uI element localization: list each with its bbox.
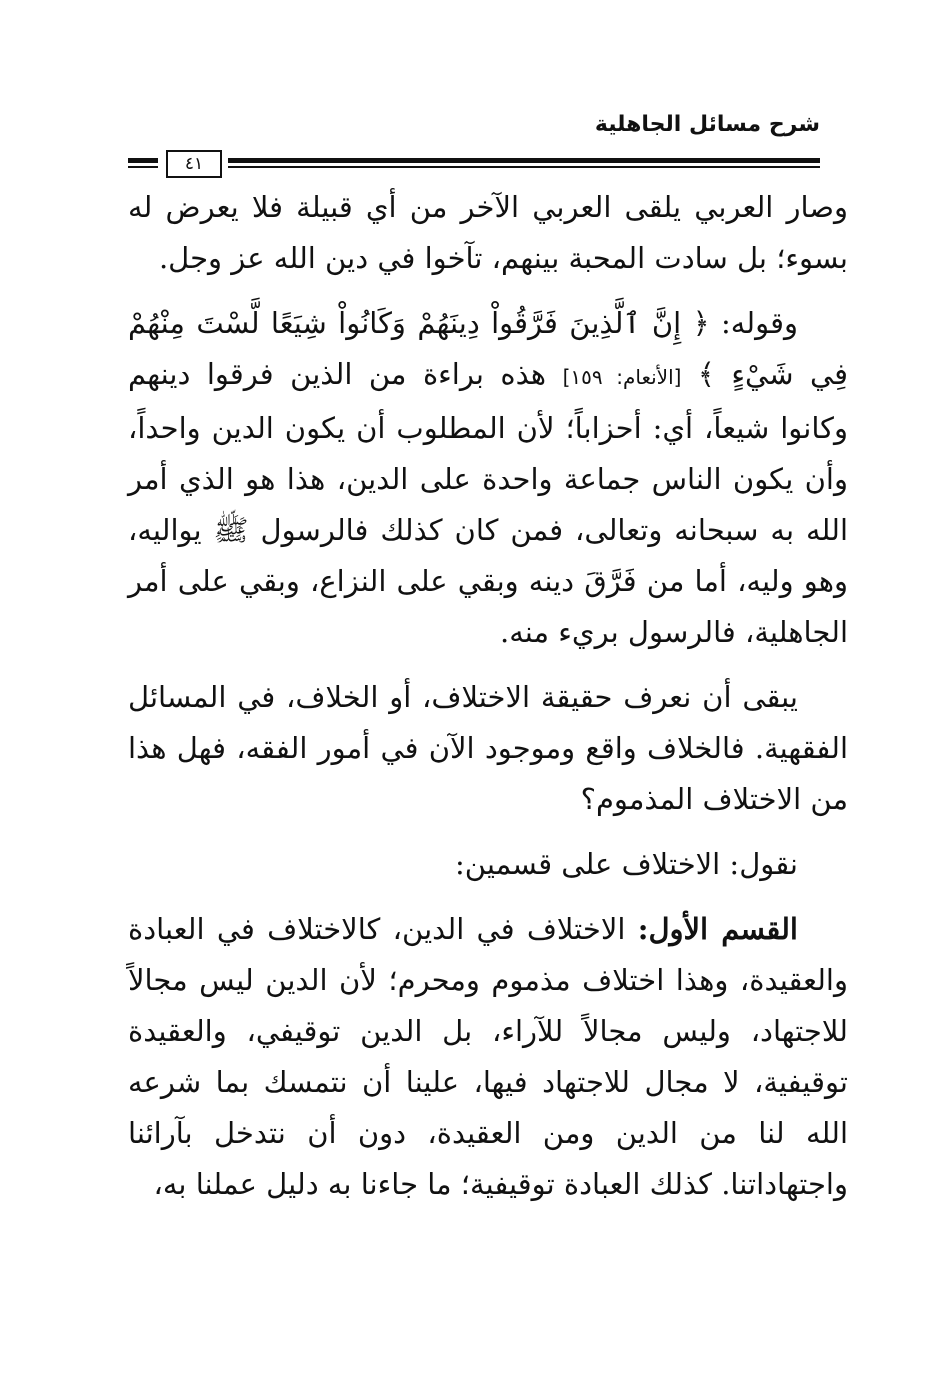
header-rule-left-thick	[128, 158, 158, 163]
section-heading: القسم الأول:	[637, 912, 798, 946]
paragraph-2	[128, 298, 848, 658]
paragraph-text: يبقى أن نعرف حقيقة الاختلاف، أو الخلاف، في المسائل الفقهية. فالخلاف واقع وموجود الآن في أمور الفقه، فهل هذا من الاختلاف المذموم؟	[128, 680, 848, 816]
quran-verse: وقوله: ﴿ إِنَّ ٱلَّذِينَ فَرَّقُواْ دِينَهُمْ وَكَانُواْ شِيَعًا لَّسْتَ مِنْهُمْ فِي شَيْءٍ ﴾	[128, 306, 849, 391]
paragraph-1	[128, 182, 848, 284]
paragraph-text: هذه براءة من الذين فرقوا دينهم وكانوا شيعاً، أي: أحزاباً؛ لأن المطلوب أن يكون الدين واحداً، وأن يكون الناس جماعة واحدة على الدين، هذا هو الذي أمر الله به سبحانه وتعالى، فمن كان كذلك فالرسول ﷺ يواليه، وهو وليه، أما من فَرَّقَ دينه وبقي على النزاع، وبقي على أمر الجاهلية، فالرسول بريء منه.	[128, 357, 848, 649]
paragraph-5	[128, 904, 848, 1210]
page-number: ٤١	[166, 150, 222, 178]
paragraph-text: الاختلاف في الدين، كالاختلاف في العبادة والعقيدة، وهذا اختلاف مذموم ومحرم؛ لأن الدين ليس مجالاً للاجتهاد، وليس مجالاً للآراء، بل الدين توقيفي، والعقيدة توقيفية، لا مجال للاجتهاد فيها، علينا أن نتمسك بما شرعه الله لنا من الدين ومن العقيدة، دون أن نتدخل بآرائنا واجتهاداتنا. كذلك العبادة توقيفية؛ ما جاءنا به دليل عملنا به،	[128, 912, 848, 1201]
paragraph-text: وصار العربي يلقى العربي الآخر من أي قبيلة فلا يعرض له بسوء؛ بل سادت المحبة بينهم، تآخوا في دين الله عز وجل.	[128, 190, 848, 275]
paragraph-4	[128, 839, 848, 890]
page-header	[128, 108, 820, 188]
verse-reference: [الأنعام: ١٥٩]	[562, 365, 682, 389]
header-rule-thin	[228, 166, 820, 168]
page-body	[128, 182, 848, 1210]
paragraph-3	[128, 672, 848, 825]
running-title: شرح مسائل الجاهلية	[594, 112, 820, 137]
header-rule-left-thin	[128, 166, 158, 168]
paragraph-text: نقول: الاختلاف على قسمين:	[454, 847, 798, 881]
header-rule-thick	[228, 158, 820, 163]
